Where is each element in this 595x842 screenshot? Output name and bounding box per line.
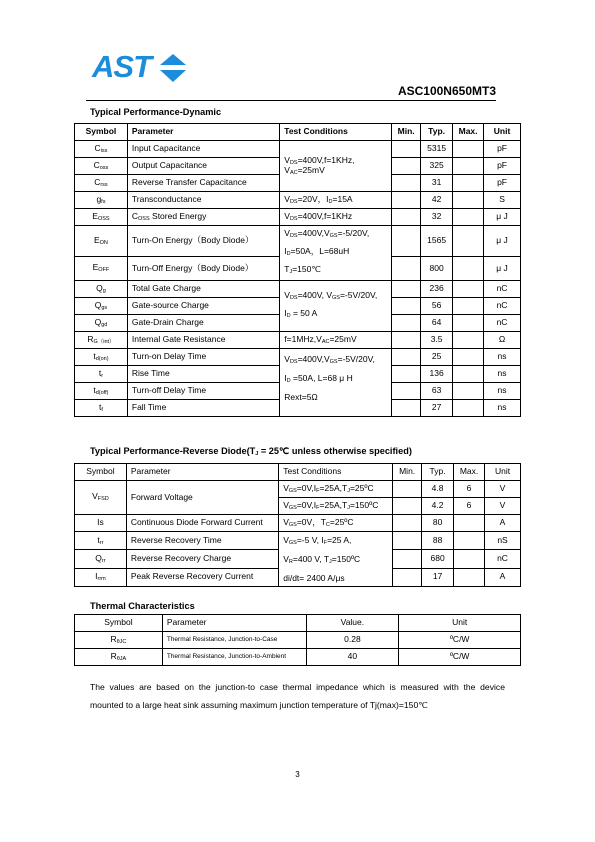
value-cell: 0.28 — [306, 632, 399, 649]
parameter-cell: Gate-Drain Charge — [127, 315, 279, 332]
table-row — [75, 349, 521, 366]
parameter-cell: Forward Voltage — [126, 481, 278, 515]
diode-section-title: Typical Performance-Reverse $Diode(T_J$ = 25℃ unless otherwise specified) — [90, 446, 412, 457]
symbol-cell: $E_{OFF}$ — [75, 257, 128, 281]
symbol-cell: $E_{ON}$ — [75, 226, 128, 257]
min-cell — [393, 532, 422, 550]
typ-cell: 236 — [421, 281, 453, 298]
header-cell: Test Conditions — [279, 464, 393, 481]
unit-cell: Ω — [484, 332, 521, 349]
symbol-cell: $V_{FSD}$ — [75, 481, 127, 515]
symbol-cell: $t_{rr}$ — [75, 532, 127, 550]
parameter-cell: Turn-On Energy（Body Diode） — [127, 226, 279, 257]
unit-cell: ºC/W — [399, 649, 521, 666]
typ-cell: 325 — [421, 158, 453, 175]
typ-cell: 25 — [421, 349, 453, 366]
min-cell — [392, 226, 421, 257]
header-cell: Unit — [485, 464, 521, 481]
logo-text: AST — [92, 49, 151, 84]
parameter-cell: Thermal Resistance, Junction-to-Case — [162, 632, 306, 649]
min-cell — [392, 209, 421, 226]
conditions-cell: $V_{DS}=20V$，$I_D=15A$ — [280, 192, 392, 209]
header-cell: Symbol — [75, 124, 128, 141]
symbol-cell: $R_{G(int)}$ — [75, 332, 128, 349]
min-cell — [393, 568, 422, 586]
unit-cell: pF — [484, 141, 521, 158]
symbol-cell: $t_{d(on)}$ — [75, 349, 128, 366]
unit-cell: nC — [484, 315, 521, 332]
parameter-cell: Reverse Recovery Time — [126, 532, 278, 550]
parameter-cell: Reverse Recovery Charge — [126, 550, 278, 568]
min-cell — [392, 366, 421, 383]
header-cell: Parameter — [162, 615, 306, 632]
min-cell — [392, 383, 421, 400]
unit-cell: A — [485, 515, 521, 532]
parameter-cell: Continuous Diode Forward Current — [126, 515, 278, 532]
typ-cell: 3.5 — [421, 332, 453, 349]
parameter-cell: Fall Time — [127, 400, 279, 417]
min-cell — [392, 400, 421, 417]
min-cell — [393, 498, 422, 515]
thermal-table — [74, 614, 521, 666]
table-row — [75, 141, 521, 158]
max-cell — [454, 550, 485, 568]
conditions-cell: $V_{DS}=400V,V_{GS}=-5V/20V$, $I_D =50A$, L=68 μ H Rext=5Ω — [280, 349, 392, 417]
min-cell — [392, 175, 421, 192]
table-row — [75, 515, 521, 532]
typ-cell: 80 — [422, 515, 454, 532]
symbol-cell: $Q_g$ — [75, 281, 128, 298]
conditions-cell: $V_{GS}=-5$ V, $I_F=25$ A, $V_R=400$ V, $T_J=150ºC$ di/dt= 2400 A/μs — [279, 532, 393, 587]
table-row — [75, 532, 521, 550]
unit-cell: A — [485, 568, 521, 586]
table-row — [75, 226, 521, 257]
typ-cell: 136 — [421, 366, 453, 383]
parameter-cell: Gate-source Charge — [127, 298, 279, 315]
max-cell — [453, 192, 484, 209]
logo-arrows-icon — [160, 54, 186, 82]
symbol-cell: $t_r$ — [75, 366, 128, 383]
header-cell: Symbol — [75, 464, 127, 481]
value-cell: 40 — [306, 649, 399, 666]
max-cell — [453, 298, 484, 315]
unit-cell: ns — [484, 366, 521, 383]
max-cell — [453, 400, 484, 417]
unit-cell: μ J — [484, 226, 521, 257]
parameter-cell: Internal Gate Resistance — [127, 332, 279, 349]
table-row — [75, 632, 521, 649]
min-cell — [392, 158, 421, 175]
header-cell: Symbol — [75, 615, 163, 632]
max-cell — [453, 226, 484, 257]
symbol-cell: $g_{fs}$ — [75, 192, 128, 209]
page-number: 3 — [295, 770, 300, 779]
typ-cell: 42 — [421, 192, 453, 209]
parameter-cell: Turn-Off Energy（Body Diode） — [127, 257, 279, 281]
parameter-cell: $C_{OSS}$ Stored Energy — [127, 209, 279, 226]
unit-cell: nC — [484, 281, 521, 298]
parameter-cell: Input Capacitance — [127, 141, 279, 158]
unit-cell: pF — [484, 158, 521, 175]
max-cell — [453, 257, 484, 281]
header-cell: Parameter — [126, 464, 278, 481]
parameter-cell: Thermal Resistance, Junction-to-Ambient — [162, 649, 306, 666]
typ-cell: 5315 — [421, 141, 453, 158]
unit-cell: V — [485, 498, 521, 515]
conditions-cell: $V_{DS}=400V$, $V_{GS}=-5V/20V$, $I_D = 50$ A — [280, 281, 392, 332]
header-cell: Min. — [392, 124, 421, 141]
max-cell — [453, 175, 484, 192]
symbol-cell: $E_{OSS}$ — [75, 209, 128, 226]
min-cell — [392, 332, 421, 349]
typ-cell: 800 — [421, 257, 453, 281]
header-cell: Unit — [399, 615, 521, 632]
conditions-cell: $f=1MHz,V_{AC}=25mV$ — [280, 332, 392, 349]
min-cell — [392, 315, 421, 332]
symbol-cell: $t_{d(off)}$ — [75, 383, 128, 400]
table-row — [75, 281, 521, 298]
dynamic-table — [74, 123, 521, 417]
dynamic-section-title: Typical Performance-Dynamic — [90, 107, 222, 117]
header-divider — [86, 100, 496, 101]
typ-cell: 88 — [422, 532, 454, 550]
unit-cell: μ J — [484, 257, 521, 281]
typ-cell: 1565 — [421, 226, 453, 257]
max-cell — [453, 209, 484, 226]
max-cell — [453, 315, 484, 332]
parameter-cell: Turn-off Delay Time — [127, 383, 279, 400]
symbol-cell: $R_{\theta JC}$ — [75, 632, 163, 649]
table-row — [75, 332, 521, 349]
table-header-row — [75, 124, 521, 141]
conditions-cell: $V_{GS}=0V,I_F=25A,T_J=150ºC$ — [279, 498, 393, 515]
max-cell — [453, 332, 484, 349]
unit-cell: ns — [484, 400, 521, 417]
min-cell — [392, 192, 421, 209]
thermal-section-title: Thermal Characteristics — [90, 601, 195, 611]
header-cell: Max. — [453, 124, 484, 141]
parameter-cell: Reverse Transfer Capacitance — [127, 175, 279, 192]
symbol-cell: $Q_{gs}$ — [75, 298, 128, 315]
unit-cell: V — [485, 481, 521, 498]
header-cell: Typ. — [421, 124, 453, 141]
min-cell — [392, 257, 421, 281]
table-row — [75, 209, 521, 226]
symbol-cell: $C_{oss}$ — [75, 158, 128, 175]
max-cell — [453, 349, 484, 366]
max-cell — [453, 158, 484, 175]
company-logo — [92, 49, 192, 84]
max-cell — [454, 532, 485, 550]
unit-cell: ns — [484, 383, 521, 400]
parameter-cell: Total Gate Charge — [127, 281, 279, 298]
max-cell — [453, 366, 484, 383]
max-cell: 6 — [454, 498, 485, 515]
max-cell — [454, 515, 485, 532]
symbol-cell: $Q_{gd}$ — [75, 315, 128, 332]
conditions-cell: $V_{DS}=400V,V_{GS}=-5/20V$, $I_D=50A$，L=68uH $T_J=150℃$ — [280, 226, 392, 281]
typ-cell: 680 — [422, 550, 454, 568]
header-cell: Parameter — [127, 124, 279, 141]
conditions-cell: $V_{GS}=0V,I_F=25A,T_J=25ºC$ — [279, 481, 393, 498]
min-cell — [393, 515, 422, 532]
parameter-cell: Turn-on Delay Time — [127, 349, 279, 366]
unit-cell: ºC/W — [399, 632, 521, 649]
min-cell — [393, 481, 422, 498]
unit-cell: nC — [485, 550, 521, 568]
unit-cell: nS — [485, 532, 521, 550]
unit-cell: ns — [484, 349, 521, 366]
table-row — [75, 192, 521, 209]
max-cell: 6 — [454, 481, 485, 498]
parameter-cell: Peak Reverse Recovery Current — [126, 568, 278, 586]
diode-table — [74, 463, 521, 587]
table-row — [75, 649, 521, 666]
table-header-row — [75, 615, 521, 632]
unit-cell: pF — [484, 175, 521, 192]
min-cell — [392, 349, 421, 366]
conditions-cell: $V_{DS}=400V,f=1KHz$ — [280, 209, 392, 226]
typ-cell: 63 — [421, 383, 453, 400]
symbol-cell: $R_{\theta JA}$ — [75, 649, 163, 666]
typ-cell: 4.2 — [422, 498, 454, 515]
thermal-note: The values are based on the junction-to case thermal impedance which is measured with the device mounted to a large heat sink assuming maximum junction temperature of Tj(max)=150℃ — [90, 682, 505, 710]
parameter-cell: Transconductance — [127, 192, 279, 209]
symbol-cell: Is — [75, 515, 127, 532]
conditions-cell: $V_{GS}=0V$，$T_C=25ºC$ — [279, 515, 393, 532]
typ-cell: 64 — [421, 315, 453, 332]
max-cell — [454, 568, 485, 586]
symbol-cell: $I_{rrm}$ — [75, 568, 127, 586]
table-header-row — [75, 464, 521, 481]
table-row — [75, 481, 521, 498]
unit-cell: nC — [484, 298, 521, 315]
min-cell — [393, 550, 422, 568]
header-cell: Typ. — [422, 464, 454, 481]
header-cell: Test Conditions — [280, 124, 392, 141]
header-cell: Unit — [484, 124, 521, 141]
min-cell — [392, 141, 421, 158]
symbol-cell: $Q_{rr}$ — [75, 550, 127, 568]
typ-cell: 17 — [422, 568, 454, 586]
parameter-cell: Rise Time — [127, 366, 279, 383]
typ-cell: 56 — [421, 298, 453, 315]
header-cell: Min. — [393, 464, 422, 481]
document-id: ASC100N650MT3 — [397, 84, 496, 98]
max-cell — [453, 281, 484, 298]
symbol-cell: $C_{iss}$ — [75, 141, 128, 158]
symbol-cell: $C_{rss}$ — [75, 175, 128, 192]
min-cell — [392, 281, 421, 298]
header-cell: Value. — [306, 615, 399, 632]
unit-cell: S — [484, 192, 521, 209]
conditions-cell: $V_{DS}=400V,f=1KHz$, $V_{AC}=25mV$ — [280, 141, 392, 192]
min-cell — [392, 298, 421, 315]
header-cell: Max. — [454, 464, 485, 481]
typ-cell: 27 — [421, 400, 453, 417]
symbol-cell: $t_f$ — [75, 400, 128, 417]
typ-cell: 4.8 — [422, 481, 454, 498]
max-cell — [453, 141, 484, 158]
typ-cell: 32 — [421, 209, 453, 226]
unit-cell: μ J — [484, 209, 521, 226]
max-cell — [453, 383, 484, 400]
parameter-cell: Output Capacitance — [127, 158, 279, 175]
typ-cell: 31 — [421, 175, 453, 192]
